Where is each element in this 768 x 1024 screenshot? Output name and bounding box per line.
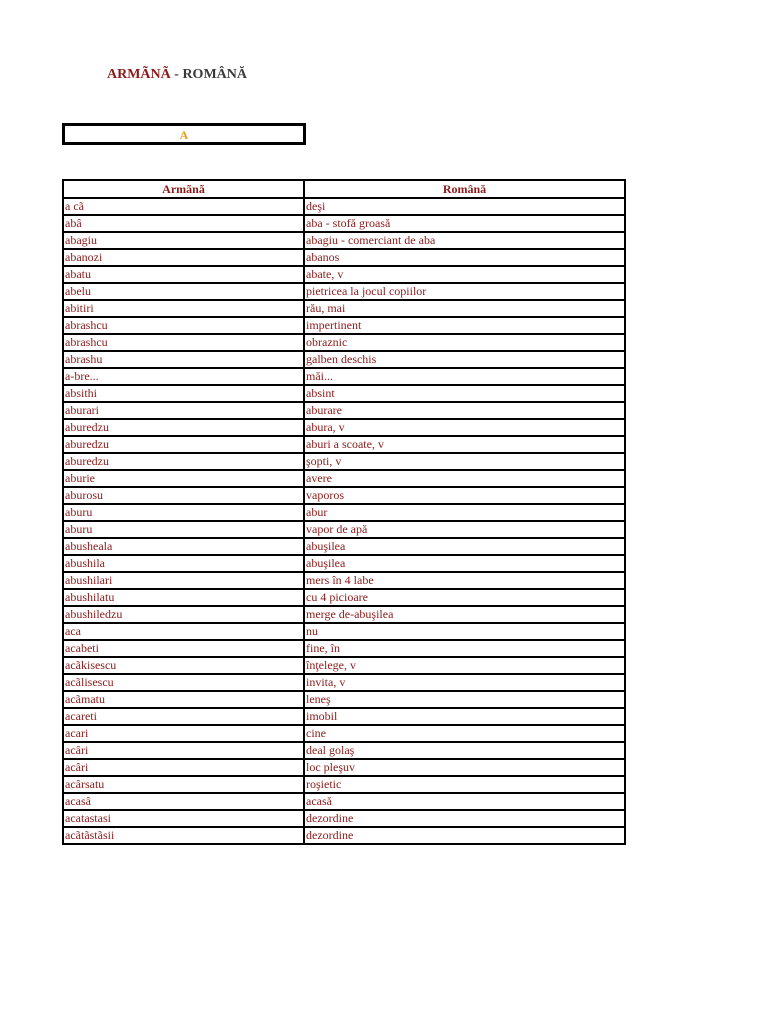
aromanian-cell: aburosu	[63, 487, 304, 504]
table-row	[63, 266, 625, 283]
aromanian-cell: acâri	[63, 742, 304, 759]
romanian-cell: rău, mai	[304, 300, 625, 317]
table-row	[63, 232, 625, 249]
romanian-cell: merge de-abuşilea	[304, 606, 625, 623]
table-row	[63, 674, 625, 691]
title-source-language: ARMÃNÃ	[107, 67, 171, 82]
aromanian-cell: aburedzu	[63, 419, 304, 436]
aromanian-cell: abitiri	[63, 300, 304, 317]
table-row	[63, 623, 625, 640]
romanian-cell: cine	[304, 725, 625, 742]
romanian-cell: absint	[304, 385, 625, 402]
romanian-cell: abanos	[304, 249, 625, 266]
table-row	[63, 368, 625, 385]
table-row	[63, 215, 625, 232]
table-row	[63, 385, 625, 402]
romanian-cell: aburare	[304, 402, 625, 419]
table-row	[63, 606, 625, 623]
romanian-cell: înţelege, v	[304, 657, 625, 674]
romanian-cell: mers în 4 labe	[304, 572, 625, 589]
table-row	[63, 776, 625, 793]
table-row	[63, 793, 625, 810]
table-row	[63, 640, 625, 657]
romanian-cell: imobil	[304, 708, 625, 725]
aromanian-cell: aburie	[63, 470, 304, 487]
romanian-cell: loc pleşuv	[304, 759, 625, 776]
romanian-cell: fine, în	[304, 640, 625, 657]
romanian-cell: abuşilea	[304, 538, 625, 555]
aromanian-cell: abagiu	[63, 232, 304, 249]
aromanian-cell: acãtãstãsii	[63, 827, 304, 844]
romanian-cell: abate, v	[304, 266, 625, 283]
aromanian-cell: aburari	[63, 402, 304, 419]
aromanian-cell: abrashcu	[63, 334, 304, 351]
aromanian-cell: abushiledzu	[63, 606, 304, 623]
aromanian-cell: abatu	[63, 266, 304, 283]
table-row	[63, 810, 625, 827]
romanian-cell: aba - stofă groasă	[304, 215, 625, 232]
romanian-cell: abura, v	[304, 419, 625, 436]
romanian-cell: leneş	[304, 691, 625, 708]
romanian-cell: deal golaş	[304, 742, 625, 759]
table-row	[63, 827, 625, 844]
table-row	[63, 198, 625, 215]
table-row	[63, 487, 625, 504]
aromanian-cell: abelu	[63, 283, 304, 300]
table-row	[63, 555, 625, 572]
table-row	[63, 300, 625, 317]
table-row	[63, 725, 625, 742]
table-row	[63, 283, 625, 300]
romanian-cell: abuşilea	[304, 555, 625, 572]
table-row	[63, 453, 625, 470]
aromanian-cell: abrashu	[63, 351, 304, 368]
aromanian-cell: abushilari	[63, 572, 304, 589]
aromanian-cell: aburedzu	[63, 453, 304, 470]
aromanian-cell: absithi	[63, 385, 304, 402]
romanian-cell: pietricea la jocul copiilor	[304, 283, 625, 300]
title-separator: -	[170, 67, 183, 82]
romanian-cell: impertinent	[304, 317, 625, 334]
romanian-cell: şopti, v	[304, 453, 625, 470]
romanian-cell: deşi	[304, 198, 625, 215]
aromanian-cell: a-bre...	[63, 368, 304, 385]
romanian-cell: roşietic	[304, 776, 625, 793]
table-row	[63, 538, 625, 555]
aromanian-cell: acareti	[63, 708, 304, 725]
table-row	[63, 504, 625, 521]
romanian-cell: abur	[304, 504, 625, 521]
section-letter-box	[62, 123, 306, 145]
table-row	[63, 470, 625, 487]
aromanian-cell: abushila	[63, 555, 304, 572]
table-row	[63, 589, 625, 606]
column-header-aromanian: Armãnã	[63, 180, 304, 198]
romanian-cell: nu	[304, 623, 625, 640]
aromanian-cell: abushilatu	[63, 589, 304, 606]
romanian-cell: galben deschis	[304, 351, 625, 368]
romanian-cell: cu 4 picioare	[304, 589, 625, 606]
aromanian-cell: aburedzu	[63, 436, 304, 453]
table-row	[63, 317, 625, 334]
aromanian-cell: acãlisescu	[63, 674, 304, 691]
romanian-cell: vapor de apă	[304, 521, 625, 538]
romanian-cell: obraznic	[304, 334, 625, 351]
romanian-cell: acasă	[304, 793, 625, 810]
table-row	[63, 521, 625, 538]
aromanian-cell: abâ	[63, 215, 304, 232]
table-row	[63, 249, 625, 266]
aromanian-cell: acasâ	[63, 793, 304, 810]
aromanian-cell: acabeti	[63, 640, 304, 657]
aromanian-cell: abrashcu	[63, 317, 304, 334]
table-row	[63, 759, 625, 776]
aromanian-cell: abusheala	[63, 538, 304, 555]
table-row	[63, 691, 625, 708]
aromanian-cell: acârsatu	[63, 776, 304, 793]
table-row	[63, 436, 625, 453]
aromanian-cell: aburu	[63, 521, 304, 538]
aromanian-cell: abanozi	[63, 249, 304, 266]
romanian-cell: vaporos	[304, 487, 625, 504]
table-row	[63, 708, 625, 725]
column-header-romanian: Română	[304, 180, 625, 198]
aromanian-cell: acatastasi	[63, 810, 304, 827]
romanian-cell: abagiu - comerciant de aba	[304, 232, 625, 249]
aromanian-cell: acari	[63, 725, 304, 742]
table-body	[63, 198, 625, 844]
title-target-language: ROMÂNĂ	[182, 67, 247, 82]
romanian-cell: aburi a scoate, v	[304, 436, 625, 453]
table-row	[63, 419, 625, 436]
page-title	[107, 67, 247, 83]
romanian-cell: avere	[304, 470, 625, 487]
table-row	[63, 572, 625, 589]
aromanian-cell: aca	[63, 623, 304, 640]
romanian-cell: dezordine	[304, 810, 625, 827]
aromanian-cell: acãkisescu	[63, 657, 304, 674]
aromanian-cell: acâri	[63, 759, 304, 776]
aromanian-cell: a cã	[63, 198, 304, 215]
section-letter: A	[179, 128, 189, 142]
romanian-cell: măi...	[304, 368, 625, 385]
table-header-row	[63, 180, 625, 198]
table-row	[63, 351, 625, 368]
table-row	[63, 334, 625, 351]
table-row	[63, 742, 625, 759]
romanian-cell: invita, v	[304, 674, 625, 691]
aromanian-cell: acãmatu	[63, 691, 304, 708]
dictionary-table	[62, 179, 626, 845]
romanian-cell: dezordine	[304, 827, 625, 844]
aromanian-cell: aburu	[63, 504, 304, 521]
table-row	[63, 657, 625, 674]
table-row	[63, 402, 625, 419]
